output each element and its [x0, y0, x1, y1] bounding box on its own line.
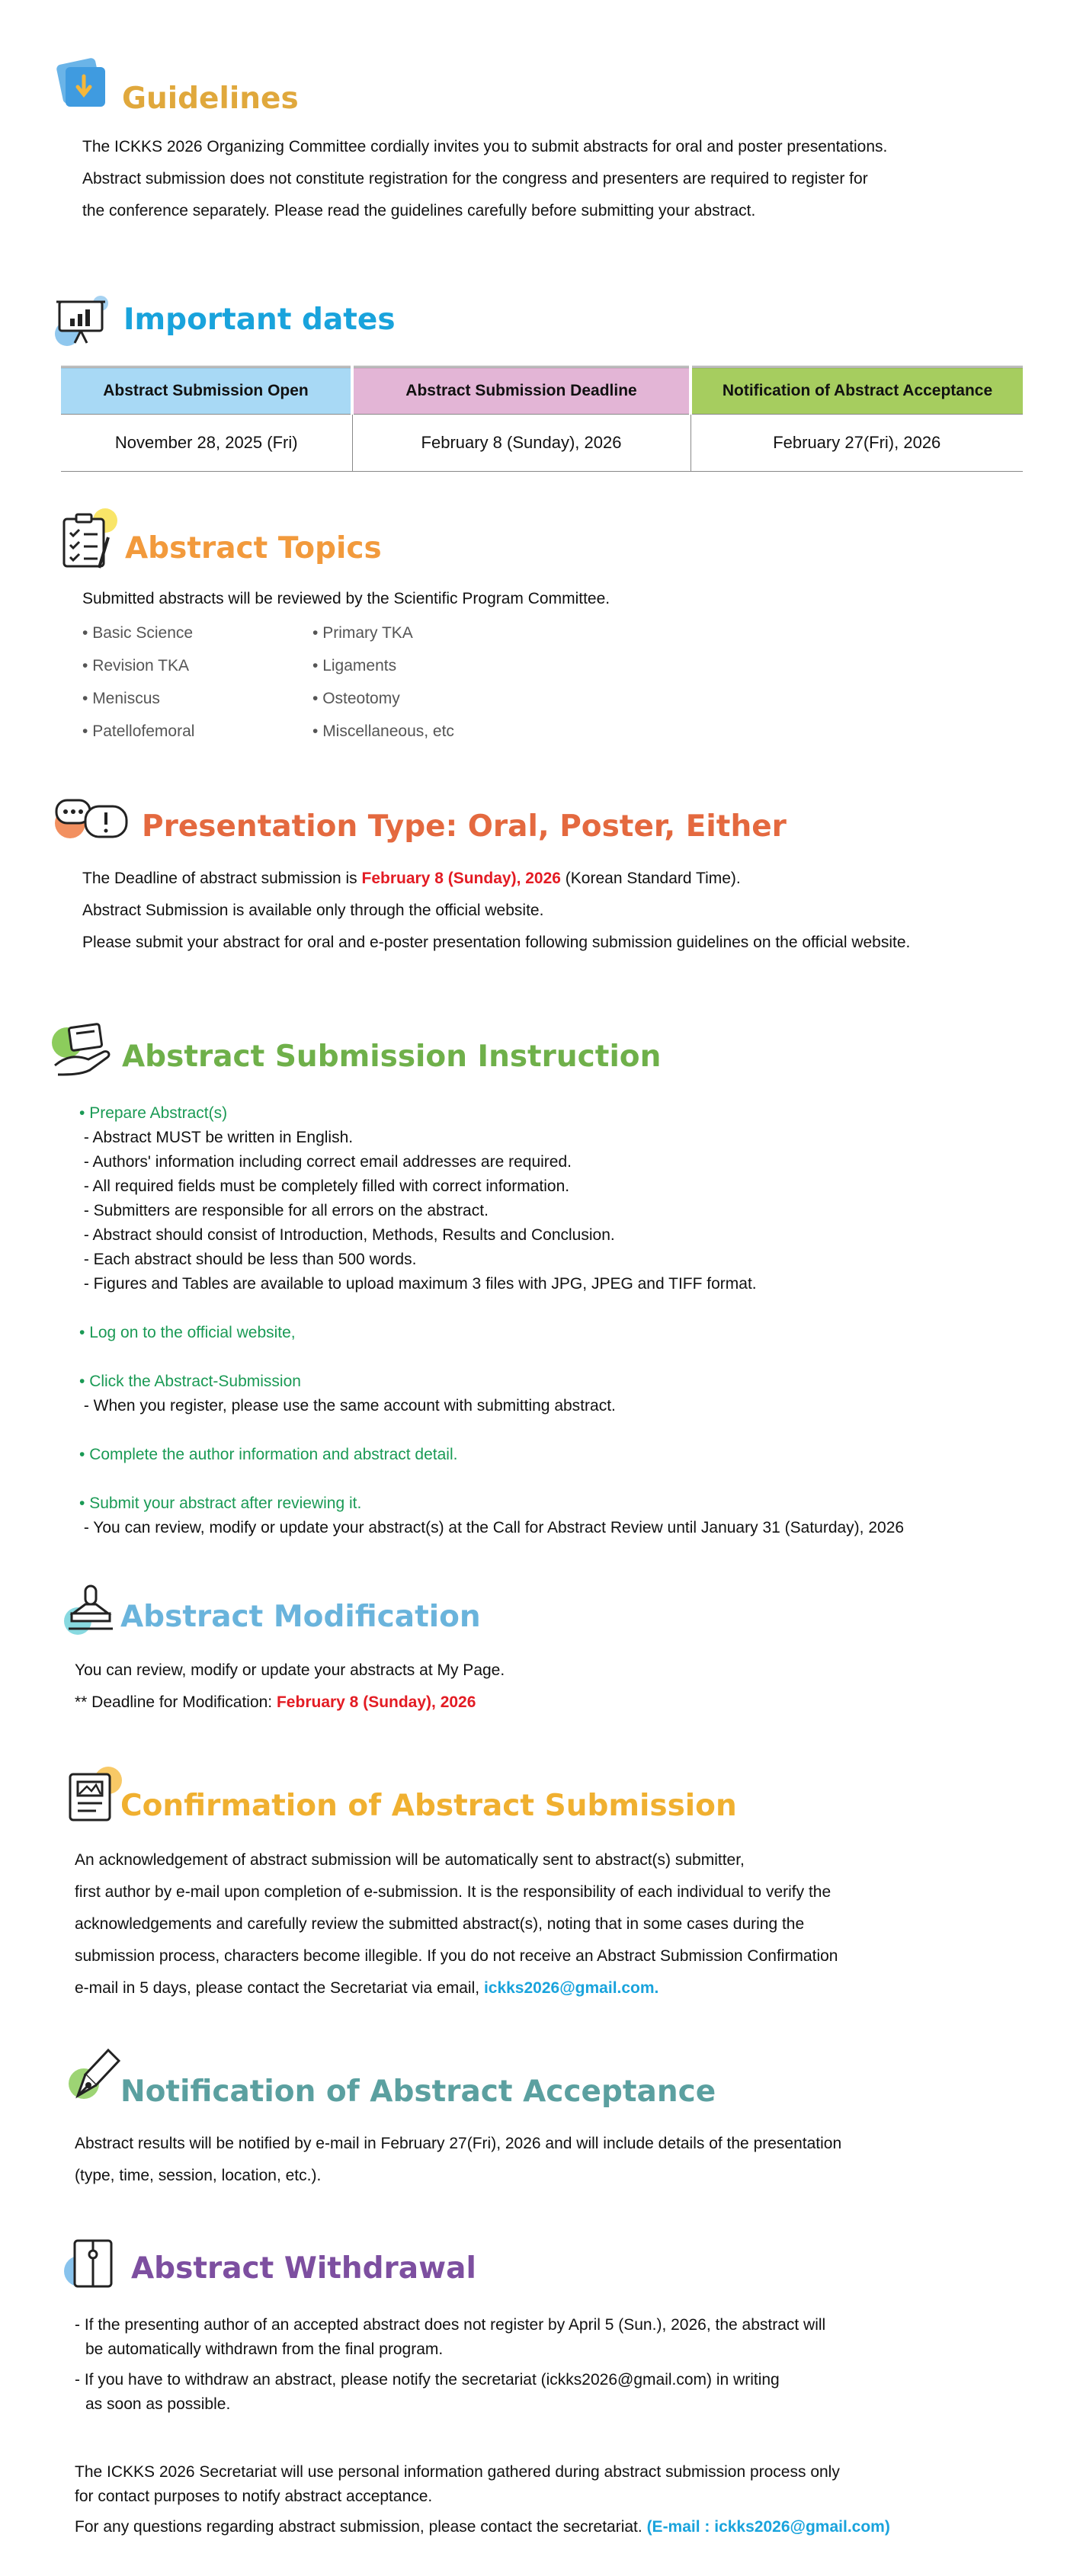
instruction-item: - When you register, please use the same account with submitting abstract.	[79, 1397, 616, 1415]
abstract-topics-title: Abstract Topics	[125, 531, 382, 566]
topics-column-2	[312, 617, 454, 748]
footer-email-link[interactable]: (E-mail : ickks2026@gmail.com)	[646, 2518, 890, 2536]
date-value-submission-deadline: February 8 (Sunday), 2026	[352, 415, 691, 472]
presentation-deadline-line: The Deadline of abstract submission is February 8 (Sunday), 2026 (Korean Standard Time).	[82, 870, 741, 887]
withdrawal-item-cont: be automatically withdrawn from the final program.	[85, 2341, 444, 2358]
footer-line: for contact purposes to notify abstract acceptance.	[75, 2488, 433, 2505]
confirmation-last-line: e-mail in 5 days, please contact the Secretariat via email, ickks2026@gmail.com.	[75, 1979, 659, 1997]
modification-title: Abstract Modification	[120, 1600, 481, 1634]
topic-item: • Meniscus	[82, 690, 160, 707]
pen-nib-icon	[61, 2043, 130, 2111]
confirmation-line: acknowledgements and carefully review the submitted abstract(s), noting that in some cases during the	[75, 1915, 805, 1933]
presentation-line: Please submit your abstract for oral and e-poster presentation following submission guidelines on the official website.	[82, 934, 911, 951]
instruction-item: - Each abstract should be less than 500 words.	[79, 1251, 417, 1268]
important-dates-title: Important dates	[123, 303, 396, 337]
instruction-step: • Prepare Abstract(s)	[79, 1104, 228, 1122]
guidelines-line: Abstract submission does not constitute registration for the congress and presenters are required to register for	[82, 170, 868, 187]
document-image-icon	[61, 1761, 130, 1829]
guidelines-line: The ICKKS 2026 Organizing Committee cordially invites you to submit abstracts for oral and poster presentations.	[82, 138, 888, 155]
guidelines-title: Guidelines	[122, 82, 299, 116]
notification-line: (type, time, session, location, etc.).	[75, 2167, 322, 2184]
date-header-submission-open: Abstract Submission Open	[61, 367, 352, 415]
guidelines-line: the conference separately. Please read the guidelines carefully before submitting your abstract.	[82, 202, 756, 219]
presentation-board-icon	[52, 290, 113, 351]
topics-intro: Submitted abstracts will be reviewed by the Scientific Program Committee.	[82, 590, 610, 607]
date-value-notification: February 27(Fri), 2026	[691, 415, 1023, 472]
topic-item: • Revision TKA	[82, 657, 190, 674]
notification-line: Abstract results will be notified by e-mail in February 27(Fri), 2026 and will include details of the presentation	[75, 2135, 842, 2152]
footer-contact-line: For any questions regarding abstract submission, please contact the secretariat. (E-mail : ickks2026@gmail.com)	[75, 2518, 890, 2536]
instruction-item: - All required fields must be completely filled with correct information.	[79, 1177, 570, 1195]
instruction-item: - Submitters are responsible for all errors on the abstract.	[79, 1202, 489, 1219]
deadline-highlight: February 8 (Sunday), 2026	[361, 870, 561, 887]
topics-column-1	[82, 617, 194, 748]
secretariat-email-link[interactable]: ickks2026@gmail.com.	[483, 1979, 659, 1997]
instruction-title: Abstract Submission Instruction	[122, 1040, 662, 1074]
topic-item: • Osteotomy	[312, 690, 400, 707]
confirmation-line: submission process, characters become illegible. If you do not receive an Abstract Submission Confirmation	[75, 1947, 838, 1965]
hand-document-icon	[50, 1021, 119, 1082]
modification-line: You can review, modify or update your abstracts at My Page.	[75, 1661, 505, 1679]
topic-item: • Basic Science	[82, 624, 194, 642]
speech-bubbles-icon	[52, 793, 136, 854]
important-dates-table	[61, 366, 1023, 472]
date-header-submission-deadline: Abstract Submission Deadline	[352, 367, 691, 415]
folder-icon	[53, 53, 114, 114]
instruction-item: - Authors' information including correct email addresses are required.	[79, 1153, 572, 1171]
date-value-submission-open: November 28, 2025 (Fri)	[61, 415, 352, 472]
instruction-item: - You can review, modify or update your abstract(s) at the Call for Abstract Review until January 31 (Saturday), 2026	[79, 1519, 905, 1536]
date-header-notification: Notification of Abstract Acceptance	[691, 367, 1023, 415]
withdrawal-item: - If the presenting author of an accepted abstract does not register by April 5 (Sun.), 2026, the abstract will	[75, 2316, 826, 2334]
instruction-step: • Complete the author information and abstract detail.	[79, 1446, 458, 1463]
confirmation-title: Confirmation of Abstract Submission	[120, 1789, 737, 1823]
notification-title: Notification of Abstract Acceptance	[120, 2075, 716, 2109]
stamp-icon	[61, 1581, 122, 1642]
withdrawal-item-cont: as soon as possible.	[85, 2395, 231, 2413]
topic-item: • Ligaments	[312, 657, 397, 674]
topic-item: • Miscellaneous, etc	[312, 722, 454, 740]
topic-item: • Patellofemoral	[82, 722, 195, 740]
instruction-step: • Log on to the official website,	[79, 1324, 296, 1341]
presentation-type-title: Presentation Type: Oral, Poster, Either	[142, 809, 787, 844]
withdrawal-item: - If you have to withdraw an abstract, please notify the secretariat (ickks2026@gmail.com) in writing	[75, 2371, 780, 2389]
withdrawal-title: Abstract Withdrawal	[131, 2251, 476, 2286]
modification-deadline-highlight: February 8 (Sunday), 2026	[276, 1693, 476, 1711]
footer-line: The ICKKS 2026 Secretariat will use personal information gathered during abstract submission process only	[75, 2463, 840, 2481]
instruction-step: • Click the Abstract-Submission	[79, 1373, 301, 1390]
instruction-item: - Abstract should consist of Introduction, Methods, Results and Conclusion.	[79, 1226, 615, 1244]
instruction-item: - Abstract MUST be written in English.	[79, 1129, 354, 1146]
instruction-item: - Figures and Tables are available to upload maximum 3 files with JPG, JPEG and TIFF format.	[79, 1275, 757, 1293]
modification-deadline-line: ** Deadline for Modification: February 8 (Sunday), 2026	[75, 1693, 476, 1711]
confirmation-line: first author by e-mail upon completion of e-submission. It is the responsibility of each individual to verify the	[75, 1883, 831, 1901]
checklist-icon	[55, 507, 123, 575]
topic-item: • Primary TKA	[312, 624, 413, 642]
instruction-step: • Submit your abstract after reviewing it.	[79, 1495, 362, 1512]
presentation-line: Abstract Submission is available only through the official website.	[82, 902, 544, 919]
bookmark-document-icon	[59, 2233, 128, 2302]
confirmation-line: An acknowledgement of abstract submission will be automatically sent to abstract(s) submitter,	[75, 1851, 745, 1869]
